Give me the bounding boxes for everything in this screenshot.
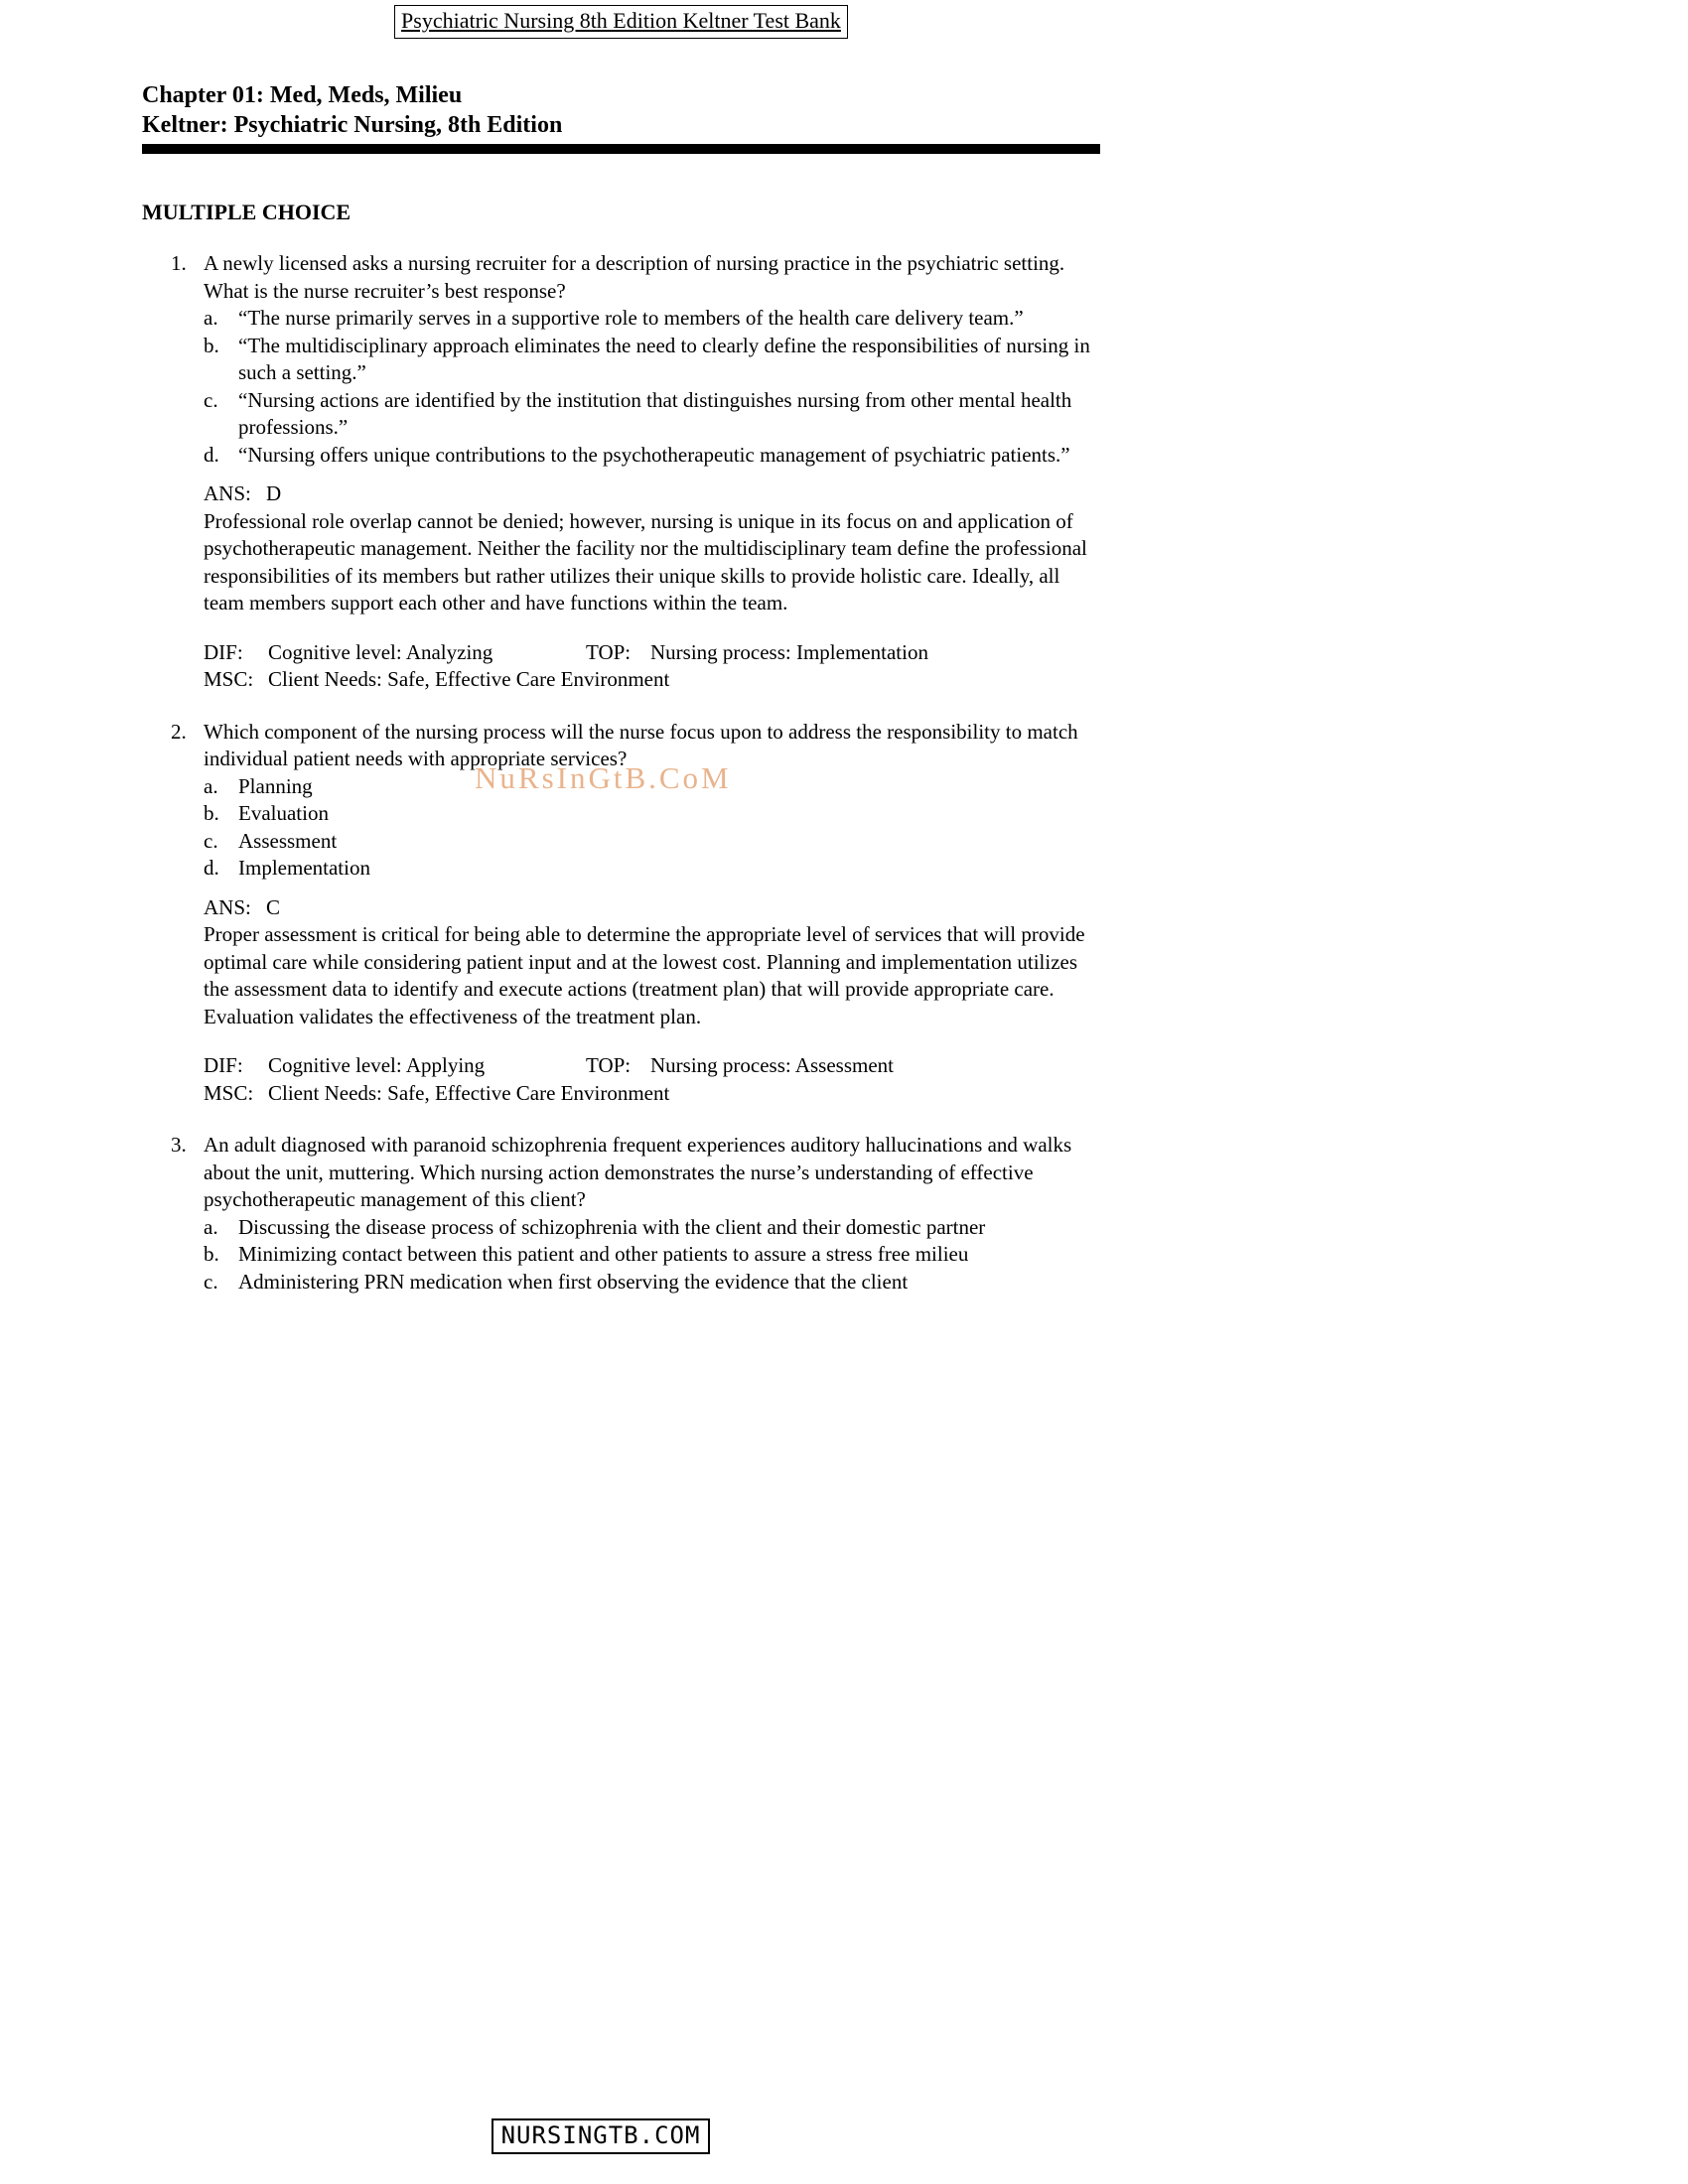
top-label: TOP: xyxy=(586,639,632,664)
question-stem: An adult diagnosed with paranoid schizophrenia frequent experiences auditory hallucinations and walks about the unit, muttering. Which nursing action demonstrates the nurse’s understanding of effective psychotherapeutic management of this client? xyxy=(204,1133,1072,1211)
option-letter: b. xyxy=(204,333,219,357)
msc-value: Client Needs: Safe, Effective Care Environment xyxy=(268,667,670,691)
option-text: “Nursing offers unique contributions to the psychotherapeutic management of psychiatric patients.” xyxy=(238,442,1070,467)
question-2 xyxy=(171,719,1100,1108)
answer-option xyxy=(204,1241,1100,1269)
dif-value: Cognitive level: Analyzing xyxy=(268,639,493,664)
rationale: Professional role overlap cannot be denied; however, nursing is unique in its focus on and application of psychotherapeutic management. Neither the facility nor the multidisciplinary team define the professional responsibilities of its members but rather utilizes their unique skills to provide holistic care. Ideally, all team members support each other and have functions within the team. xyxy=(204,508,1087,614)
option-text: Assessment xyxy=(238,828,338,853)
answer-line xyxy=(204,480,1100,508)
page-footer xyxy=(0,2118,1201,2154)
top-value: Nursing process: Assessment xyxy=(650,1053,894,1077)
option-letter: a. xyxy=(204,1214,218,1239)
answer-label: ANS: xyxy=(204,481,251,505)
question-3 xyxy=(171,1132,1100,1296)
option-text: “The nurse primarily serves in a supportive role to members of the health care delivery team.” xyxy=(238,306,1024,330)
answer-option xyxy=(204,828,1100,856)
watermark-text: NuRsInGtB.CoM xyxy=(475,760,732,795)
answer-value: D xyxy=(266,481,282,505)
answer-option xyxy=(204,333,1100,387)
answer-option xyxy=(204,387,1100,442)
option-text: Minimizing contact between this patient and other patients to assure a stress free milieu xyxy=(238,1242,969,1266)
answer-label: ANS: xyxy=(204,894,251,919)
heading-rule xyxy=(142,144,1100,154)
msc-row xyxy=(204,666,1100,694)
answer-option xyxy=(204,305,1100,333)
option-letter: a. xyxy=(204,306,218,330)
answer-option xyxy=(204,773,1100,801)
answer-line xyxy=(204,894,1100,922)
top-label: TOP: xyxy=(586,1053,632,1077)
question-number: 2. xyxy=(171,719,187,744)
option-letter: c. xyxy=(204,387,218,412)
option-letter: d. xyxy=(204,442,219,467)
option-letter: b. xyxy=(204,801,219,825)
dif-top-row xyxy=(204,1052,1100,1080)
answer-option xyxy=(204,800,1100,828)
dif-label: DIF: xyxy=(204,639,243,664)
chapter-title: Chapter 01: Med, Meds, Milieu xyxy=(142,81,463,108)
option-letter: d. xyxy=(204,856,219,880)
answer-value: C xyxy=(266,894,281,919)
msc-label: MSC: xyxy=(204,667,254,691)
question-number: 3. xyxy=(171,1133,187,1157)
option-letter: a. xyxy=(204,773,218,798)
page-content xyxy=(142,5,1100,1296)
question-1 xyxy=(171,250,1100,694)
dif-top-row xyxy=(204,639,1100,667)
dif-label: DIF: xyxy=(204,1053,243,1077)
msc-row xyxy=(204,1080,1100,1108)
question-stem: A newly licensed asks a nursing recruiter for a description of nursing practice in the psychiatric setting. What is the nurse recruiter’s best response? xyxy=(204,251,1065,303)
page-header xyxy=(142,5,1100,39)
question-stem: Which component of the nursing process will the nurse focus upon to address the responsibility to match individual patient needs with appropriate services? xyxy=(204,719,1078,770)
option-text: Discussing the disease process of schizophrenia with the client and their domestic partner xyxy=(238,1214,986,1239)
header-title: Psychiatric Nursing 8th Edition Keltner Test Bank xyxy=(394,5,848,39)
question-body xyxy=(204,719,1100,1108)
top-value: Nursing process: Implementation xyxy=(650,639,928,664)
option-letter: c. xyxy=(204,828,218,853)
msc-value: Client Needs: Safe, Effective Care Environment xyxy=(268,1080,670,1105)
chapter-heading xyxy=(142,80,1100,140)
answer-option xyxy=(204,1269,1100,1297)
rationale: Proper assessment is critical for being able to determine the appropriate level of services that will provide optimal care while considering patient input and at the lowest cost. Planning and implementation utilizes the assessment data to identify and execute actions (treatment plan) that will provide appropriate care. Evaluation validates the effectiveness of the treatment plan. xyxy=(204,922,1085,1028)
option-text: Planning xyxy=(238,773,313,798)
option-letter: b. xyxy=(204,1242,219,1266)
chapter-subtitle: Keltner: Psychiatric Nursing, 8th Edition xyxy=(142,111,563,138)
option-text: Evaluation xyxy=(238,801,329,825)
option-text: “The multidisciplinary approach eliminates the need to clearly define the responsibilities of nursing in such a setting.” xyxy=(238,333,1090,384)
answer-option xyxy=(204,1214,1100,1242)
answer-option xyxy=(204,855,1100,883)
option-letter: c. xyxy=(204,1269,218,1294)
footer-site-label: NURSINGTB.COM xyxy=(492,2118,711,2154)
question-body xyxy=(204,1132,1100,1296)
option-text: Implementation xyxy=(238,856,370,880)
option-text: Administering PRN medication when first observing the evidence that the client xyxy=(238,1269,909,1294)
msc-label: MSC: xyxy=(204,1080,254,1105)
question-body xyxy=(204,250,1100,694)
section-heading: MULTIPLE CHOICE xyxy=(142,199,352,224)
answer-option xyxy=(204,442,1100,470)
option-text: “Nursing actions are identified by the institution that distinguishes nursing from other mental health professions.” xyxy=(238,387,1072,439)
question-number: 1. xyxy=(171,251,187,275)
dif-value: Cognitive level: Applying xyxy=(268,1053,486,1077)
